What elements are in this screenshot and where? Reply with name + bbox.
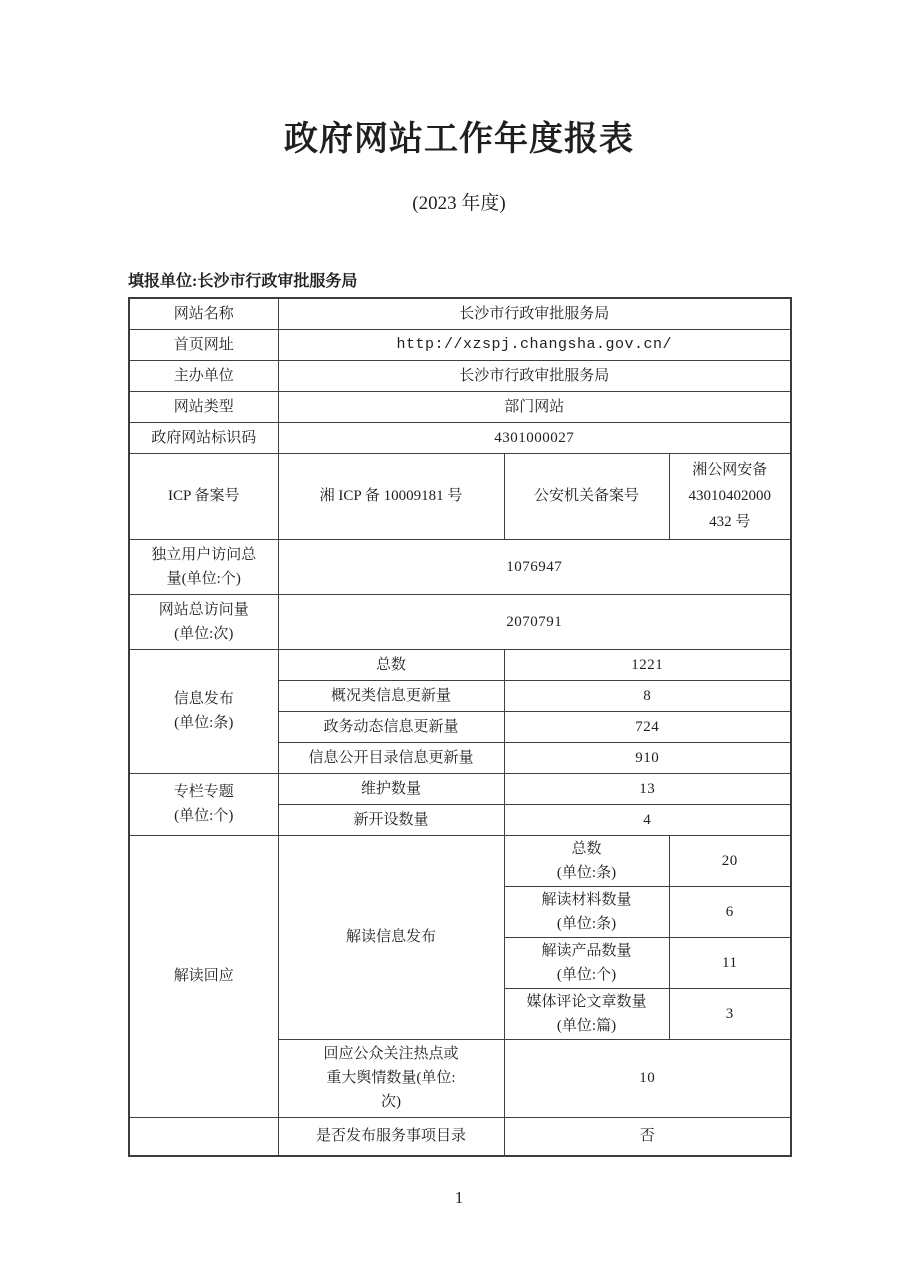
table-row [129, 391, 791, 422]
interp-product-label: 解读产品数量 (单位:个) [504, 937, 669, 988]
info-dynamic-label: 政务动态信息更新量 [278, 711, 504, 742]
police-filing-label: 公安机关备案号 [504, 453, 669, 539]
row-label-site-id-code: 政府网站标识码 [129, 422, 278, 453]
info-total-label: 总数 [278, 649, 504, 680]
table-row-columns-maintained [129, 773, 791, 804]
page-subtitle: (2023 年度) [412, 193, 506, 214]
icp-value: 湘 ICP 备 10009181 号 [278, 453, 504, 539]
total-visits-label: 网站总访问量 (单位:次) [129, 594, 278, 649]
police-filing-value: 湘公网安备 43010402000 432 号 [669, 453, 791, 539]
hotspot-value: 10 [504, 1039, 791, 1117]
interp-media-label: 媒体评论文章数量 (单位:篇) [504, 988, 669, 1039]
table-row-service-catalog [129, 1117, 791, 1156]
table-row-interp-total [129, 835, 791, 886]
interp-total-value: 20 [669, 835, 791, 886]
interp-media-value: 3 [669, 988, 791, 1039]
info-catalog-label: 信息公开目录信息更新量 [278, 742, 504, 773]
reporting-unit-value: 长沙市行政审批服务局 [197, 273, 358, 290]
table-row [129, 298, 791, 329]
unique-visitors-label: 独立用户访问总 量(单位:个) [129, 539, 278, 594]
columns-maintained-value: 13 [504, 773, 791, 804]
interpretation-publish-label: 解读信息发布 [278, 835, 504, 1039]
row-label-organizer: 主办单位 [129, 360, 278, 391]
table-row [129, 360, 791, 391]
row-value-site-name: 长沙市行政审批服务局 [278, 298, 791, 329]
info-catalog-value: 910 [504, 742, 791, 773]
reporting-unit-line [128, 272, 790, 292]
special-columns-group-label: 专栏专题 (单位:个) [129, 773, 278, 835]
table-row [129, 329, 791, 360]
interp-material-value: 6 [669, 886, 791, 937]
table-row-icp [129, 453, 791, 539]
row-label-homepage-url: 首页网址 [129, 329, 278, 360]
service-catalog-empty-cell [129, 1117, 278, 1156]
page-number: 1 [454, 1188, 464, 1207]
info-publish-group-label: 信息发布 (单位:条) [129, 649, 278, 773]
reporting-unit-label: 填报单位: [128, 273, 198, 290]
page-title: 政府网站工作年度报表 [284, 119, 634, 159]
row-label-site-name: 网站名称 [129, 298, 278, 329]
service-catalog-value: 否 [504, 1117, 791, 1156]
info-total-value: 1221 [504, 649, 791, 680]
report-table [128, 297, 792, 1157]
row-value-site-type: 部门网站 [278, 391, 791, 422]
interpretation-group-label: 解读回应 [129, 835, 278, 1117]
icp-label: ICP 备案号 [129, 453, 278, 539]
row-value-site-id-code: 4301000027 [278, 422, 791, 453]
hotspot-label: 回应公众关注热点或 重大舆情数量(单位: 次) [278, 1039, 504, 1117]
service-catalog-label: 是否发布服务事项目录 [278, 1117, 504, 1156]
row-label-site-type: 网站类型 [129, 391, 278, 422]
row-value-organizer: 长沙市行政审批服务局 [278, 360, 791, 391]
unique-visitors-value: 1076947 [278, 539, 791, 594]
table-row-total-visits [129, 594, 791, 649]
table-row-unique-visitors [129, 539, 791, 594]
table-row [129, 422, 791, 453]
interp-material-label: 解读材料数量 (单位:条) [504, 886, 669, 937]
table-row-info-total [129, 649, 791, 680]
columns-new-label: 新开设数量 [278, 804, 504, 835]
interp-total-label: 总数 (单位:条) [504, 835, 669, 886]
document-content [128, 118, 790, 1209]
info-dynamic-value: 724 [504, 711, 791, 742]
total-visits-value: 2070791 [278, 594, 791, 649]
interp-product-value: 11 [669, 937, 791, 988]
info-overview-label: 概况类信息更新量 [278, 680, 504, 711]
row-value-homepage-url: http://xzspj.changsha.gov.cn/ [278, 329, 791, 360]
columns-maintained-label: 维护数量 [278, 773, 504, 804]
info-overview-value: 8 [504, 680, 791, 711]
columns-new-value: 4 [504, 804, 791, 835]
